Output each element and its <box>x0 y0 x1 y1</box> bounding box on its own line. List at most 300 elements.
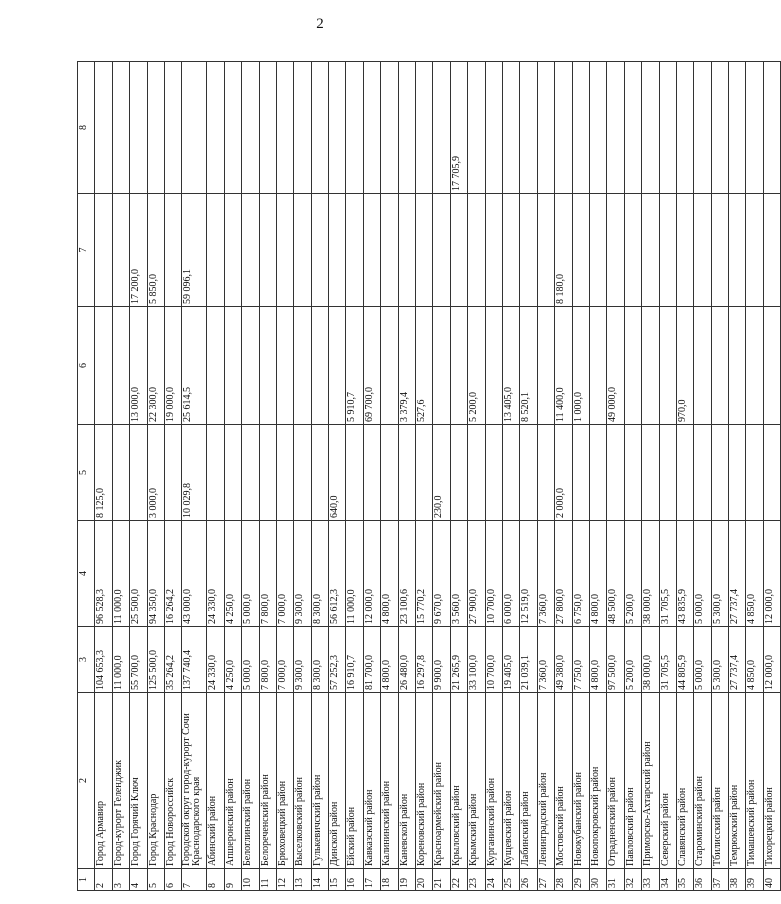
column-7-cell: 59 096,1 <box>182 194 207 307</box>
column-6-cell <box>711 307 728 425</box>
column-6-cell: 8 520,1 <box>520 307 537 425</box>
column-5-cell <box>659 425 676 521</box>
row-number-cell: 24 <box>485 869 502 891</box>
column-4-cell: 94 350,0 <box>147 521 164 627</box>
column-5-cell <box>694 425 711 521</box>
table-row <box>311 62 328 891</box>
total-amount-cell: 38 000,0 <box>642 627 659 693</box>
row-number-cell: 23 <box>468 869 485 891</box>
column-4-cell: 7 360,0 <box>537 521 554 627</box>
column-7-cell <box>381 194 398 307</box>
column-5-cell: 10 029,8 <box>182 425 207 521</box>
column-8-cell <box>276 62 293 194</box>
column-4-cell: 5 000,0 <box>694 521 711 627</box>
row-number-cell: 33 <box>642 869 659 891</box>
column-7-cell <box>642 194 659 307</box>
column-4-cell: 12 000,0 <box>763 521 780 627</box>
column-7-cell <box>572 194 589 307</box>
territory-name-cell: Приморско-Ахтарский район <box>642 693 659 869</box>
column-7-cell <box>242 194 259 307</box>
column-8-cell <box>642 62 659 194</box>
column-7-cell <box>607 194 624 307</box>
column-4-cell: 16 264,2 <box>164 521 181 627</box>
column-4-cell: 27 900,0 <box>468 521 485 627</box>
table-row <box>555 62 572 891</box>
total-amount-cell: 7 360,0 <box>537 627 554 693</box>
total-amount-cell: 44 805,9 <box>676 627 693 693</box>
column-5-cell <box>311 425 328 521</box>
territory-name-cell: Белореченский район <box>259 693 276 869</box>
column-8-cell <box>346 62 363 194</box>
column-7-cell: 8 180,0 <box>555 194 572 307</box>
row-number-cell: 28 <box>555 869 572 891</box>
column-4-cell: 4 800,0 <box>381 521 398 627</box>
column-4-cell: 23 100,6 <box>398 521 415 627</box>
column-5-cell <box>259 425 276 521</box>
table-row <box>147 62 164 891</box>
table-row <box>363 62 380 891</box>
column-5-cell <box>729 425 746 521</box>
column-7-cell <box>164 194 181 307</box>
column-4-cell: 12 000,0 <box>363 521 380 627</box>
column-8-cell <box>676 62 693 194</box>
column-4-cell: 4 800,0 <box>589 521 606 627</box>
column-5-cell: 640,0 <box>329 425 346 521</box>
territory-name-cell: Тимашевский район <box>746 693 763 869</box>
column-6-cell: 69 700,0 <box>363 307 380 425</box>
column-4-cell: 27 737,4 <box>729 521 746 627</box>
territory-name-cell: Город-курорт Геленджик <box>112 693 129 869</box>
column-6-cell <box>276 307 293 425</box>
column-5-cell <box>294 425 311 521</box>
header-cell-6: 6 <box>78 307 95 425</box>
column-8-cell <box>363 62 380 194</box>
column-4-cell: 5 000,0 <box>242 521 259 627</box>
column-4-cell: 38 000,0 <box>642 521 659 627</box>
total-amount-cell: 4 250,0 <box>224 627 241 693</box>
column-5-cell <box>224 425 241 521</box>
column-6-cell <box>311 307 328 425</box>
total-amount-cell: 5 000,0 <box>694 627 711 693</box>
total-amount-cell: 104 653,3 <box>95 627 112 693</box>
column-5-cell <box>416 425 433 521</box>
total-amount-cell: 31 705,5 <box>659 627 676 693</box>
column-6-cell <box>329 307 346 425</box>
column-6-cell: 25 614,5 <box>182 307 207 425</box>
column-5-cell <box>520 425 537 521</box>
total-amount-cell: 4 800,0 <box>381 627 398 693</box>
total-amount-cell: 81 700,0 <box>363 627 380 693</box>
column-5-cell <box>346 425 363 521</box>
column-7-cell <box>694 194 711 307</box>
table-row <box>763 62 780 891</box>
territory-name-cell: Город Краснодар <box>147 693 164 869</box>
territory-name-cell: Красноармейский район <box>433 693 450 869</box>
total-amount-cell: 33 100,0 <box>468 627 485 693</box>
column-6-cell: 13 405,0 <box>502 307 519 425</box>
column-8-cell <box>433 62 450 194</box>
total-amount-cell: 12 000,0 <box>763 627 780 693</box>
column-4-cell: 4 250,0 <box>224 521 241 627</box>
column-8-cell <box>589 62 606 194</box>
column-4-cell: 31 705,5 <box>659 521 676 627</box>
column-6-cell: 5 910,7 <box>346 307 363 425</box>
column-7-cell <box>450 194 467 307</box>
row-number-cell: 39 <box>746 869 763 891</box>
column-8-cell <box>381 62 398 194</box>
total-amount-cell: 27 737,4 <box>729 627 746 693</box>
column-6-cell: 22 300,0 <box>147 307 164 425</box>
column-5-cell <box>468 425 485 521</box>
row-number-cell: 27 <box>537 869 554 891</box>
total-amount-cell: 8 300,0 <box>311 627 328 693</box>
row-number-cell: 3 <box>112 869 129 891</box>
column-5-cell <box>485 425 502 521</box>
total-amount-cell: 5 000,0 <box>242 627 259 693</box>
column-7-cell <box>520 194 537 307</box>
total-amount-cell: 5 200,0 <box>624 627 641 693</box>
column-8-cell <box>555 62 572 194</box>
column-7-cell: 5 850,0 <box>147 194 164 307</box>
table-row <box>242 62 259 891</box>
territory-name-cell: Кавказский район <box>363 693 380 869</box>
column-8-cell <box>329 62 346 194</box>
column-5-cell <box>624 425 641 521</box>
column-8-cell <box>502 62 519 194</box>
territory-name-cell: Новокубанский район <box>572 693 589 869</box>
table-row <box>642 62 659 891</box>
column-4-cell: 43 000,0 <box>182 521 207 627</box>
data-table <box>77 61 781 891</box>
row-number-cell: 5 <box>147 869 164 891</box>
territory-name-cell: Отрадненский район <box>607 693 624 869</box>
row-number-cell: 2 <box>95 869 112 891</box>
column-6-cell <box>694 307 711 425</box>
column-6-cell: 11 400,0 <box>555 307 572 425</box>
column-7-cell <box>346 194 363 307</box>
table-row <box>607 62 624 891</box>
column-6-cell <box>433 307 450 425</box>
total-amount-cell: 137 740,4 <box>182 627 207 693</box>
row-number-cell: 30 <box>589 869 606 891</box>
table-row <box>694 62 711 891</box>
table-row <box>398 62 415 891</box>
column-4-cell: 10 700,0 <box>485 521 502 627</box>
total-amount-cell: 21 265,9 <box>450 627 467 693</box>
table-row <box>572 62 589 891</box>
table-row <box>746 62 763 891</box>
column-5-cell <box>607 425 624 521</box>
column-6-cell <box>450 307 467 425</box>
column-6-cell <box>112 307 129 425</box>
table-body <box>78 62 781 891</box>
column-8-cell <box>711 62 728 194</box>
column-7-cell <box>746 194 763 307</box>
territory-name-cell: Кореновский район <box>416 693 433 869</box>
column-8-cell <box>763 62 780 194</box>
header-cell-1: 1 <box>78 869 95 891</box>
rotated-table-frame <box>77 62 775 891</box>
row-number-cell: 37 <box>711 869 728 891</box>
column-4-cell: 15 770,2 <box>416 521 433 627</box>
column-5-cell <box>763 425 780 521</box>
territory-name-cell: Славянский район <box>676 693 693 869</box>
territory-name-cell: Лабинский район <box>520 693 537 869</box>
territory-name-cell: Брюховецкий район <box>276 693 293 869</box>
total-amount-cell: 97 500,0 <box>607 627 624 693</box>
column-7-cell <box>468 194 485 307</box>
column-5-cell: 8 125,0 <box>95 425 112 521</box>
total-amount-cell: 11 000,0 <box>112 627 129 693</box>
row-number-cell: 25 <box>502 869 519 891</box>
column-6-cell <box>95 307 112 425</box>
total-amount-cell: 49 380,0 <box>555 627 572 693</box>
column-8-cell <box>147 62 164 194</box>
row-number-cell: 40 <box>763 869 780 891</box>
column-8-cell: 17 705,9 <box>450 62 467 194</box>
column-4-cell: 3 560,0 <box>450 521 467 627</box>
territory-name-cell: Городской округ город-курорт Сочи Краснодарского края <box>182 693 207 869</box>
column-4-cell: 48 500,0 <box>607 521 624 627</box>
column-7-cell <box>259 194 276 307</box>
column-4-cell: 9 300,0 <box>294 521 311 627</box>
column-6-cell <box>537 307 554 425</box>
column-5-cell <box>537 425 554 521</box>
column-4-cell: 11 000,0 <box>112 521 129 627</box>
row-number-cell: 15 <box>329 869 346 891</box>
column-8-cell <box>416 62 433 194</box>
table-row <box>112 62 129 891</box>
total-amount-cell: 10 700,0 <box>485 627 502 693</box>
total-amount-cell: 7 000,0 <box>276 627 293 693</box>
column-8-cell <box>572 62 589 194</box>
territory-name-cell: Выселковский район <box>294 693 311 869</box>
table-row <box>676 62 693 891</box>
column-6-cell <box>746 307 763 425</box>
column-6-cell <box>294 307 311 425</box>
column-8-cell <box>182 62 207 194</box>
column-8-cell <box>224 62 241 194</box>
row-number-cell: 20 <box>416 869 433 891</box>
column-5-cell <box>398 425 415 521</box>
total-amount-cell: 4 850,0 <box>746 627 763 693</box>
column-8-cell <box>729 62 746 194</box>
territory-name-cell: Тихорецкий район <box>763 693 780 869</box>
column-7-cell <box>224 194 241 307</box>
column-6-cell <box>207 307 224 425</box>
table-row <box>164 62 181 891</box>
column-4-cell: 8 300,0 <box>311 521 328 627</box>
column-5-cell <box>130 425 147 521</box>
column-7-cell <box>485 194 502 307</box>
column-8-cell <box>112 62 129 194</box>
column-4-cell: 12 519,0 <box>520 521 537 627</box>
column-6-cell <box>642 307 659 425</box>
column-6-cell <box>659 307 676 425</box>
column-6-cell <box>381 307 398 425</box>
table-row <box>502 62 519 891</box>
territory-name-cell: Павловский район <box>624 693 641 869</box>
header-cell-3: 3 <box>78 627 95 693</box>
total-amount-cell: 4 800,0 <box>589 627 606 693</box>
row-number-cell: 36 <box>694 869 711 891</box>
row-number-cell: 8 <box>207 869 224 891</box>
column-6-cell: 13 000,0 <box>130 307 147 425</box>
column-7-cell <box>311 194 328 307</box>
column-6-cell <box>259 307 276 425</box>
territory-name-cell: Город Армавир <box>95 693 112 869</box>
row-number-cell: 19 <box>398 869 415 891</box>
column-7-cell <box>676 194 693 307</box>
territory-name-cell: Абинский район <box>207 693 224 869</box>
table-row <box>346 62 363 891</box>
table-row <box>130 62 147 891</box>
column-6-cell: 19 000,0 <box>164 307 181 425</box>
row-number-cell: 22 <box>450 869 467 891</box>
territory-name-cell: Апшеронский район <box>224 693 241 869</box>
column-7-cell <box>294 194 311 307</box>
column-7-cell <box>502 194 519 307</box>
column-8-cell <box>259 62 276 194</box>
table-row <box>294 62 311 891</box>
column-8-cell <box>537 62 554 194</box>
row-number-cell: 4 <box>130 869 147 891</box>
column-8-cell <box>398 62 415 194</box>
column-7-cell <box>363 194 380 307</box>
row-number-cell: 17 <box>363 869 380 891</box>
territory-name-cell: Крымский район <box>468 693 485 869</box>
column-5-cell: 2 000,0 <box>555 425 572 521</box>
column-4-cell: 7 800,0 <box>259 521 276 627</box>
territory-name-cell: Гулькевичский район <box>311 693 328 869</box>
column-8-cell <box>207 62 224 194</box>
table-row <box>537 62 554 891</box>
total-amount-cell: 9 900,0 <box>433 627 450 693</box>
total-amount-cell: 16 910,7 <box>346 627 363 693</box>
column-4-cell: 96 528,3 <box>95 521 112 627</box>
column-4-cell: 5 200,0 <box>624 521 641 627</box>
table-row <box>729 62 746 891</box>
column-7-cell <box>416 194 433 307</box>
column-6-cell <box>224 307 241 425</box>
column-4-cell: 6 000,0 <box>502 521 519 627</box>
table-row <box>624 62 641 891</box>
table-row <box>485 62 502 891</box>
column-6-cell <box>242 307 259 425</box>
row-number-cell: 11 <box>259 869 276 891</box>
total-amount-cell: 35 264,2 <box>164 627 181 693</box>
column-6-cell: 49 000,0 <box>607 307 624 425</box>
total-amount-cell: 24 330,0 <box>207 627 224 693</box>
column-4-cell: 7 000,0 <box>276 521 293 627</box>
column-5-cell <box>112 425 129 521</box>
column-5-cell <box>589 425 606 521</box>
column-5-cell <box>746 425 763 521</box>
territory-name-cell: Каневской район <box>398 693 415 869</box>
table-row <box>468 62 485 891</box>
column-4-cell: 56 612,3 <box>329 521 346 627</box>
total-amount-cell: 125 500,0 <box>147 627 164 693</box>
row-number-cell: 29 <box>572 869 589 891</box>
column-7-cell <box>433 194 450 307</box>
row-number-cell: 35 <box>676 869 693 891</box>
column-5-cell <box>242 425 259 521</box>
column-8-cell <box>95 62 112 194</box>
column-6-cell <box>485 307 502 425</box>
row-number-cell: 18 <box>381 869 398 891</box>
total-amount-cell: 19 405,0 <box>502 627 519 693</box>
total-amount-cell: 21 039,1 <box>520 627 537 693</box>
column-5-cell <box>363 425 380 521</box>
header-cell-4: 4 <box>78 521 95 627</box>
column-8-cell <box>659 62 676 194</box>
header-cell-2: 2 <box>78 693 95 869</box>
row-number-cell: 32 <box>624 869 641 891</box>
column-7-cell <box>207 194 224 307</box>
column-8-cell <box>694 62 711 194</box>
column-5-cell <box>711 425 728 521</box>
territory-name-cell: Калининский район <box>381 693 398 869</box>
table-row <box>416 62 433 891</box>
table-row <box>589 62 606 891</box>
column-5-cell <box>572 425 589 521</box>
column-4-cell: 5 300,0 <box>711 521 728 627</box>
column-4-cell: 11 000,0 <box>346 521 363 627</box>
column-7-cell <box>763 194 780 307</box>
territory-name-cell: Староминский район <box>694 693 711 869</box>
row-number-cell: 14 <box>311 869 328 891</box>
header-cell-7: 7 <box>78 194 95 307</box>
column-7-cell <box>624 194 641 307</box>
column-7-cell <box>729 194 746 307</box>
row-number-cell: 16 <box>346 869 363 891</box>
column-8-cell <box>520 62 537 194</box>
territory-name-cell: Мостовский район <box>555 693 572 869</box>
row-number-cell: 6 <box>164 869 181 891</box>
column-5-cell <box>502 425 519 521</box>
column-7-cell <box>659 194 676 307</box>
column-8-cell <box>624 62 641 194</box>
column-8-cell <box>468 62 485 194</box>
table-row <box>276 62 293 891</box>
column-4-cell: 4 850,0 <box>746 521 763 627</box>
header-cell-5: 5 <box>78 425 95 521</box>
table-row <box>433 62 450 891</box>
row-number-cell: 13 <box>294 869 311 891</box>
column-7-cell <box>112 194 129 307</box>
column-7-cell: 17 200,0 <box>130 194 147 307</box>
table-header-row <box>78 62 95 891</box>
territory-name-cell: Курганинский район <box>485 693 502 869</box>
total-amount-cell: 55 700,0 <box>130 627 147 693</box>
column-6-cell <box>624 307 641 425</box>
table-row <box>207 62 224 891</box>
column-8-cell <box>746 62 763 194</box>
row-number-cell: 12 <box>276 869 293 891</box>
table-row <box>520 62 537 891</box>
row-number-cell: 7 <box>182 869 207 891</box>
column-8-cell <box>311 62 328 194</box>
total-amount-cell: 7 750,0 <box>572 627 589 693</box>
column-8-cell <box>485 62 502 194</box>
total-amount-cell: 9 300,0 <box>294 627 311 693</box>
column-7-cell <box>276 194 293 307</box>
column-7-cell <box>711 194 728 307</box>
territory-name-cell: Тбилисский район <box>711 693 728 869</box>
column-4-cell: 27 800,0 <box>555 521 572 627</box>
column-7-cell <box>95 194 112 307</box>
column-8-cell <box>164 62 181 194</box>
